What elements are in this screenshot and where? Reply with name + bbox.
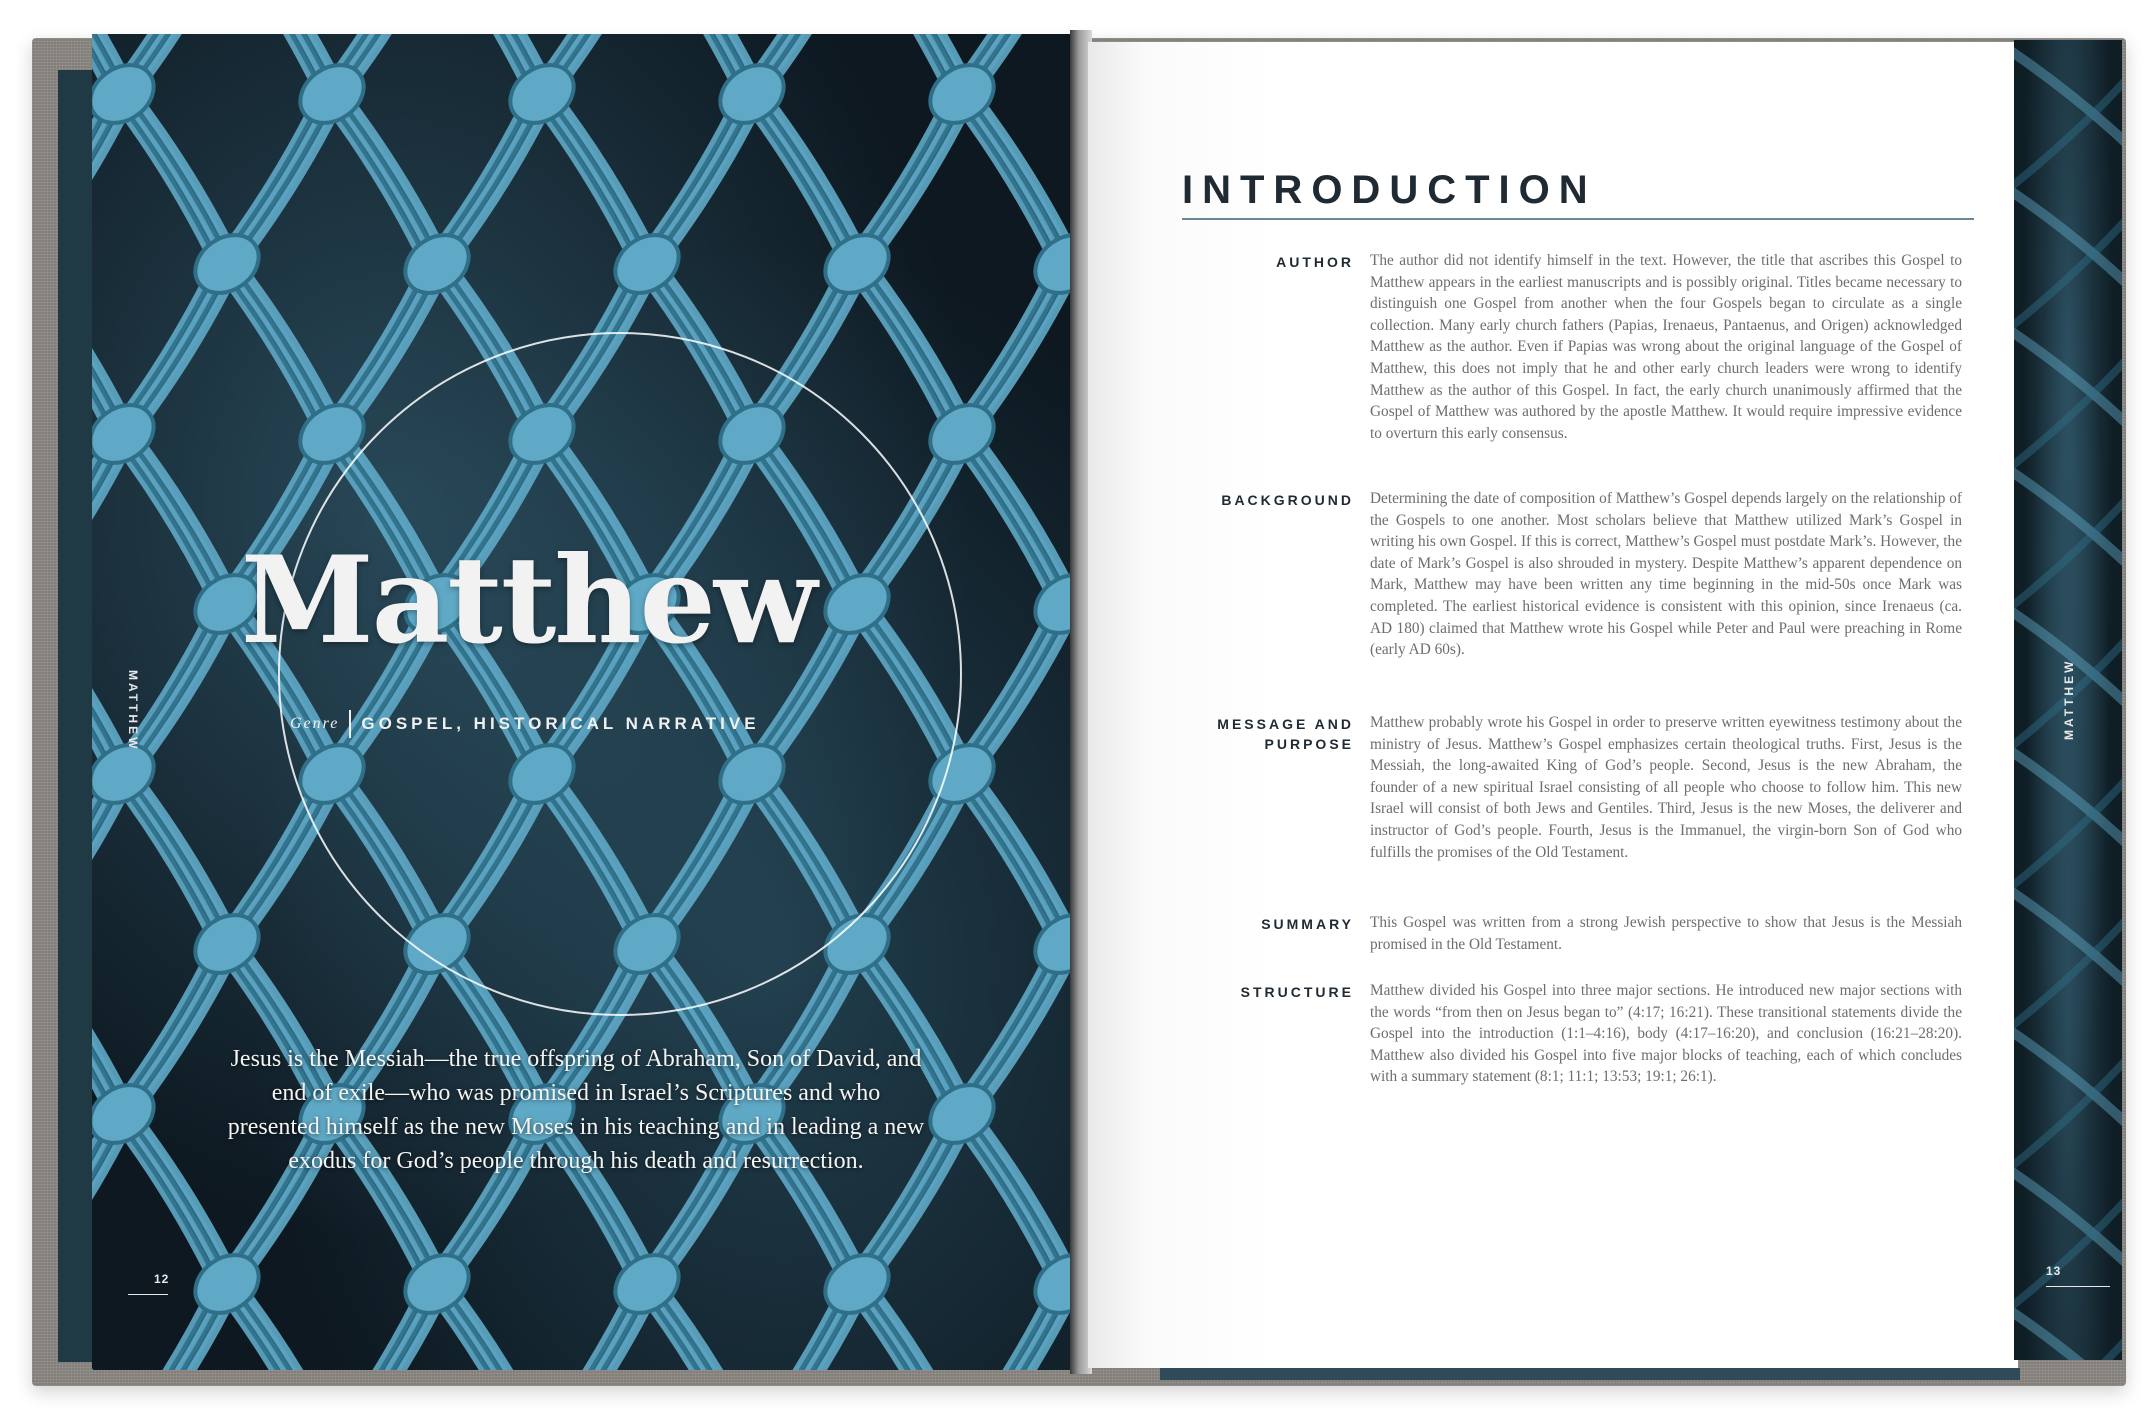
running-head-right: MATTHEW — [2062, 658, 2076, 740]
right-page — [1088, 42, 2018, 1368]
rope-strand — [92, 1284, 116, 1370]
page-bottom-edge — [1160, 1368, 2020, 1380]
book-title: Matthew — [240, 530, 816, 671]
genre-divider — [349, 710, 351, 738]
rope-strand — [2014, 1300, 2122, 1360]
entry-label: MESSAGE AND PURPOSE — [1217, 716, 1354, 752]
rope-strand — [92, 1284, 128, 1370]
entry-text: Matthew probably wrote his Gospel in order to preserve written eyewitness testimony about the ministry of Jesus. Matthew’s Gospel emphasizes certain theological truths. First, Jesus is the Messiah, the long-awaited King of God’s people. Second, Jesus is the new Abraham, the founder of a new spiritual Israel consisting of all people who choose to follow him. This new Israel will consist of both Jews and Gentiles. Third, Jesus is the new Moses, the deliverer and instructor of God’s people. Fourth, Jesus is the Immanuel, the virgin-born Son of God who fulfills the promises of the Old Testament. — [1370, 714, 1962, 861]
title-circle-frame — [278, 332, 962, 1016]
entry-structure — [1182, 980, 1982, 1088]
entry-message-and-purpose — [1182, 712, 1982, 863]
genre-value: GOSPEL, HISTORICAL NARRATIVE — [361, 714, 760, 733]
entry-label: BACKGROUND — [1221, 492, 1354, 508]
page-number-rule-right — [2046, 1286, 2110, 1287]
page-number-right: 13 — [2046, 1264, 2062, 1278]
running-head-left: MATTHEW — [126, 670, 140, 752]
genre-label: Genre — [290, 715, 340, 732]
entry-label: AUTHOR — [1276, 254, 1354, 270]
entry-background — [1182, 488, 1982, 661]
entry-summary — [1182, 912, 1982, 955]
entry-text: This Gospel was written from a strong Jewish perspective to show that Jesus is the Messiah promised in the Old Testament. — [1370, 914, 1962, 953]
entry-text: Matthew divided his Gospel into three major sections. He introduced new major sections with the words “from then on Jesus began to” (4:17; 16:21). These transitional statements divide the Gospel into the introduction (1:1–4:16), body (4:17–16:20), and conclusion (16:21–28:20). Matthew also divided his Gospel into five major blocks of teaching, each of which concludes with a summary statement (8:1; 11:1; 13:53; 19:1; 26:1). — [1370, 982, 1962, 1086]
heading-rule — [1182, 218, 1974, 220]
section-heading: INTRODUCTION — [1182, 168, 1597, 212]
rope-strand — [92, 1284, 122, 1370]
entry-author — [1182, 250, 1982, 444]
entry-label: STRUCTURE — [1240, 984, 1354, 1000]
page-number-left: 12 — [154, 1272, 170, 1286]
entry-text: The author did not identify himself in the text. However, the title that ascribes this Gospel to Matthew appears in the earliest manuscripts and is possibly original. Titles became necessary to distinguish one Gospel from another when the four Gospels began to circulate as a single collection. Many early church fathers (Papias, Irenaeus, Pantaenus, and Origen) acknowledged Matthew as the author. Even if Papias was wrong about the original language of the Gospel of Matthew, this does not imply that he and other early church leaders were wrong to identify Matthew as the author of this Gospel. In fact, the early church unanimously affirmed that the Gospel of Matthew was authored by the apostle Matthew. It would require impressive evidence to overturn this early consensus. — [1370, 252, 1962, 442]
genre-line — [290, 710, 760, 738]
book-tagline: Jesus is the Messiah—the true offspring of Abraham, Son of David, and end of exile—who was promised in Israel’s Scriptures and who presented himself as the new Moses in his teaching and in leading a new exodus for God’s people through his death and resurrection. — [227, 1046, 925, 1174]
entry-text: Determining the date of composition of Matthew’s Gospel depends largely on the relationship of the Gospels to one another. Most scholars believe that Matthew utilized Mark’s Gospel in writing his own Gospel. If this is correct, Matthew’s Gospel must postdate Mark’s. However, the date of Mark’s Gospel is also shrouded in mystery. Despite Matthew’s apparent dependence on Mark, Matthew may have been written any time beginning in the mid-50s once Mark was completed. The earliest historical evidence is consistent with this opinion, since Irenaeus (ca. AD 180) claimed that Matthew wrote his Gospel while Peter and Paul were preaching in Rome (early AD 60s). — [1370, 490, 1962, 659]
rope-strand — [92, 1284, 134, 1370]
left-page-edge — [58, 70, 96, 1362]
entry-label: SUMMARY — [1261, 916, 1354, 932]
page-number-rule-left — [128, 1294, 168, 1295]
rope-strand — [92, 1284, 110, 1370]
